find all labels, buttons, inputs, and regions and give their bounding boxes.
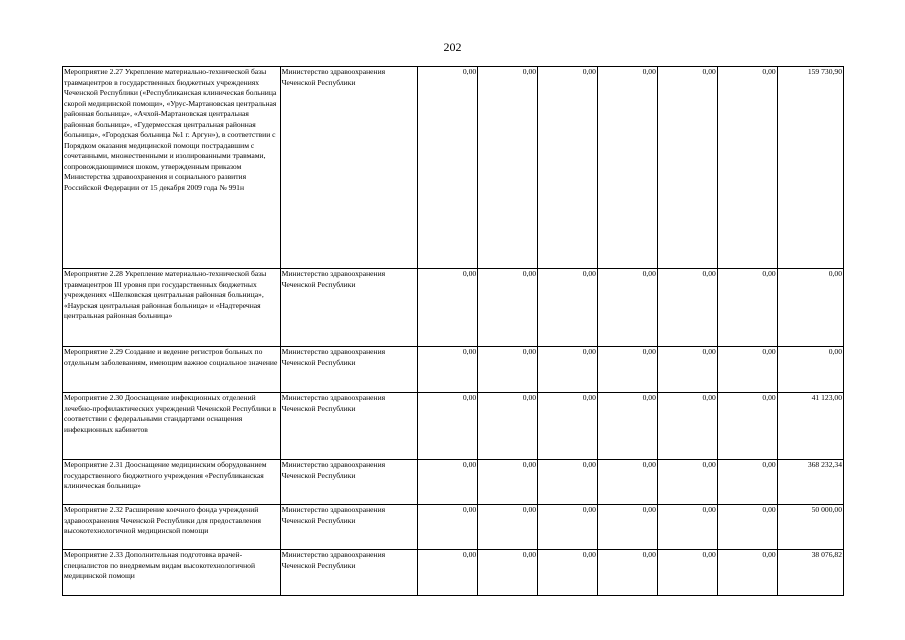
value-cell: 0,00 bbox=[717, 550, 777, 596]
value-cell: 0,00 bbox=[538, 269, 598, 347]
value-cell: 0,00 bbox=[597, 460, 657, 505]
responsible-org: Министерство здравоохранения Чеченской Республики bbox=[280, 505, 418, 550]
measures-table-body bbox=[63, 67, 844, 596]
value-cell: 0,00 bbox=[478, 505, 538, 550]
value-cell: 0,00 bbox=[717, 505, 777, 550]
responsible-org: Министерство здравоохранения Чеченской Республики bbox=[280, 460, 418, 505]
measure-name: Мероприятие 2.30 Дооснащение инфекционных отделений лечебно-профилактических учреждений Чеченской Республики в соответствии с федеральными стандартами оснащения инфекционных кабинетов bbox=[63, 393, 281, 460]
value-cell: 0,00 bbox=[717, 67, 777, 269]
measure-name: Мероприятие 2.31 Дооснащение медицинским оборудованием государственного бюджетного учреждения «Республиканская клиническая больница» bbox=[63, 460, 281, 505]
value-cell: 368 232,34 bbox=[777, 460, 843, 505]
measure-name: Мероприятие 2.28 Укрепление материально-технической базы травмацентров III уровня при государственных бюджетных учреждениях «Шелковская центральная районная больница», «Наурская центральная районная больница» и «Надтеречная центральная районная больница» bbox=[63, 269, 281, 347]
value-cell: 0,00 bbox=[657, 460, 717, 505]
value-cell: 0,00 bbox=[597, 393, 657, 460]
value-cell: 0,00 bbox=[418, 347, 478, 393]
measure-name: Мероприятие 2.33 Дополнительная подготовка врачей-специалистов по внедряемым видам высокотехнологичной медицинской помощи bbox=[63, 550, 281, 596]
value-cell: 0,00 bbox=[717, 347, 777, 393]
value-cell: 0,00 bbox=[478, 460, 538, 505]
table-row bbox=[63, 67, 844, 269]
measure-name: Мероприятие 2.27 Укрепление материально-технической базы травмацентров в государственных бюджетных учреждениях Чеченской Республики («Республиканская клиническая больница скорой медицинской помощи», «Урус-Мартановская центральная районная больница», «Ачхой-Мартановская центральная районная больница», «Гудермесская центральная районная больница», «Городская больница №1 г. Аргун»), в соответствии с Порядком оказания медицинской помощи пострадавшим с сочетанными, множественными и изолированными травмами, сопровождающимися шоком, утвержденным приказом Министерства здравоохранения и социального развития Российской Федерации от 15 декабря 2009 года № 991н bbox=[63, 67, 281, 269]
table-row bbox=[63, 505, 844, 550]
value-cell: 0,00 bbox=[657, 505, 717, 550]
table-row bbox=[63, 393, 844, 460]
value-cell: 0,00 bbox=[657, 347, 717, 393]
value-cell: 0,00 bbox=[478, 67, 538, 269]
value-cell: 0,00 bbox=[597, 505, 657, 550]
value-cell: 0,00 bbox=[478, 393, 538, 460]
responsible-org: Министерство здравоохранения Чеченской Республики bbox=[280, 269, 418, 347]
value-cell: 0,00 bbox=[418, 460, 478, 505]
value-cell: 0,00 bbox=[597, 269, 657, 347]
table-row bbox=[63, 347, 844, 393]
value-cell: 0,00 bbox=[657, 550, 717, 596]
table-row bbox=[63, 550, 844, 596]
value-cell: 0,00 bbox=[597, 67, 657, 269]
value-cell: 0,00 bbox=[657, 269, 717, 347]
value-cell: 0,00 bbox=[777, 347, 843, 393]
value-cell: 0,00 bbox=[478, 347, 538, 393]
value-cell: 0,00 bbox=[418, 505, 478, 550]
value-cell: 0,00 bbox=[717, 460, 777, 505]
measure-name: Мероприятие 2.29 Создание и ведение регистров больных по отдельным заболеваниям, имеющим важное социальное значение bbox=[63, 347, 281, 393]
responsible-org: Министерство здравоохранения Чеченской Республики bbox=[280, 67, 418, 269]
value-cell: 0,00 bbox=[478, 269, 538, 347]
table-row bbox=[63, 269, 844, 347]
value-cell: 0,00 bbox=[597, 347, 657, 393]
value-cell: 0,00 bbox=[597, 550, 657, 596]
value-cell: 0,00 bbox=[717, 393, 777, 460]
value-cell: 50 000,00 bbox=[777, 505, 843, 550]
value-cell: 0,00 bbox=[538, 460, 598, 505]
value-cell: 0,00 bbox=[538, 550, 598, 596]
value-cell: 38 076,82 bbox=[777, 550, 843, 596]
page-number: 202 bbox=[443, 40, 462, 54]
value-cell: 0,00 bbox=[657, 67, 717, 269]
value-cell: 0,00 bbox=[538, 347, 598, 393]
table-row bbox=[63, 460, 844, 505]
responsible-org: Министерство здравоохранения Чеченской Республики bbox=[280, 550, 418, 596]
value-cell: 41 123,00 bbox=[777, 393, 843, 460]
value-cell: 0,00 bbox=[777, 269, 843, 347]
measure-name: Мероприятие 2.32 Расширение коечного фонда учреждений здравоохранения Чеченской Республики для предоставления высокотехнологичной медицинской помощи bbox=[63, 505, 281, 550]
value-cell: 0,00 bbox=[418, 269, 478, 347]
value-cell: 0,00 bbox=[657, 393, 717, 460]
responsible-org: Министерство здравоохранения Чеченской Республики bbox=[280, 393, 418, 460]
value-cell: 0,00 bbox=[418, 550, 478, 596]
value-cell: 0,00 bbox=[538, 393, 598, 460]
value-cell: 0,00 bbox=[538, 67, 598, 269]
value-cell: 0,00 bbox=[418, 67, 478, 269]
value-cell: 159 730,90 bbox=[777, 67, 843, 269]
value-cell: 0,00 bbox=[478, 550, 538, 596]
measures-table bbox=[62, 66, 844, 596]
value-cell: 0,00 bbox=[717, 269, 777, 347]
value-cell: 0,00 bbox=[538, 505, 598, 550]
value-cell: 0,00 bbox=[418, 393, 478, 460]
responsible-org: Министерство здравоохранения Чеченской Республики bbox=[280, 347, 418, 393]
